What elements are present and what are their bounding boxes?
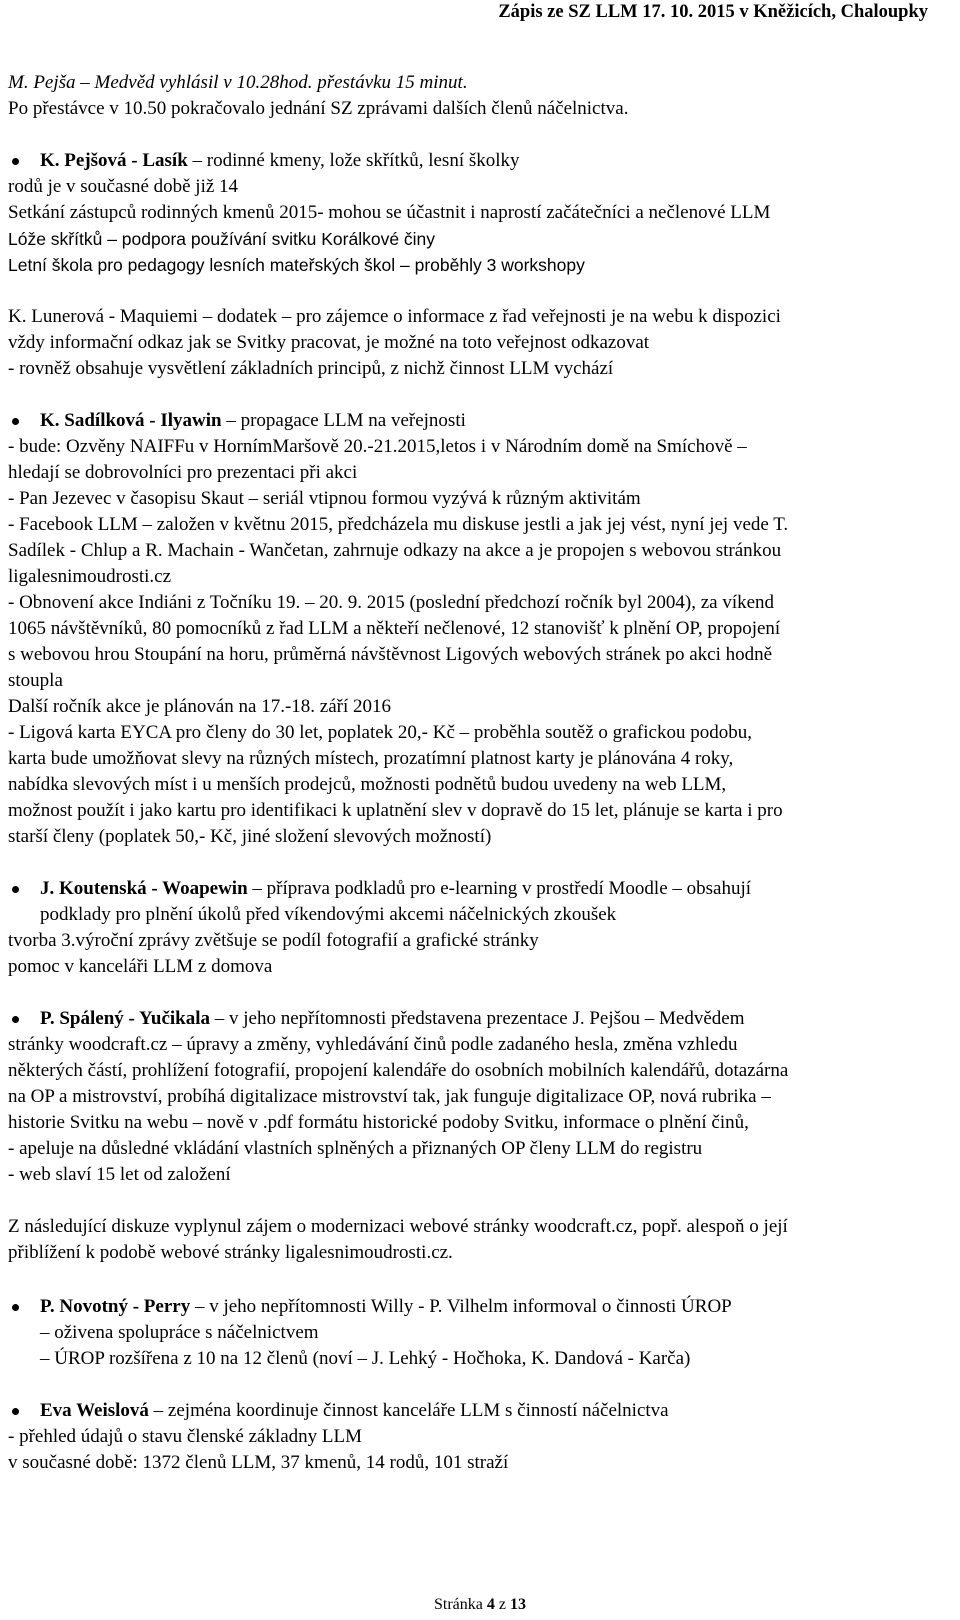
s4-line: stránky woodcraft.cz – úpravy a změny, vyhledávání činů podle zadaného hesla, změna vzhledu: [8, 1034, 738, 1055]
s3-line: tvorba 3.výroční zprávy zvětšuje se podíl fotografií a grafické stránky: [8, 930, 539, 951]
s2-line: ligalesnimoudrosti.cz: [8, 566, 172, 587]
s5-line: – oživena spolupráce s náčelnictvem: [40, 1322, 319, 1343]
s2-line: Další ročník akce je plánován na 17.-18. září 2016: [8, 696, 392, 717]
s3-heading: [40, 876, 751, 902]
s3-name: J. Koutenská - Woapewin: [40, 878, 248, 899]
s3-line: podklady pro plnění úkolů před víkendovými akcemi náčelnických zkoušek: [40, 904, 617, 925]
s5-line: – ÚROP rozšířena z 10 na 12 členů (noví – J. Lehký - Hočhoka, K. Dandová - Karča): [40, 1348, 691, 1369]
s2-line: - Obnovení akce Indiáni z Točníku 19. – 20. 9. 2015 (poslední předchozí ročník byl 2004), za víkend: [8, 592, 775, 613]
s4-note: Z následující diskuze vyplynul zájem o modernizaci webové stránky woodcraft.cz, popř. alespoň o její: [8, 1216, 788, 1237]
page-of: z: [498, 1596, 506, 1613]
s4-line: - web slaví 15 let od založení: [8, 1164, 231, 1185]
s1-line: K. Lunerová - Maquiemi – dodatek – pro zájemce o informace z řad veřejnosti je na webu k dispozici: [8, 306, 781, 327]
s6-line: - přehled údajů o stavu členské základny LLM: [8, 1426, 363, 1447]
s2-topic: – propagace LLM na veřejnosti: [221, 410, 466, 431]
s4-line: na OP a mistrovství, probíhá digitalizace mistrovství tak, jak funguje digitalizace OP, nová rubrika –: [8, 1086, 771, 1107]
page-number: 4: [486, 1596, 495, 1613]
s2-line: karta bude umožňovat slevy na různých místech, prozatímní platnost karty je plánována 4 roky,: [8, 748, 734, 769]
page-total: 13: [509, 1596, 526, 1613]
s6-heading: [40, 1398, 669, 1424]
s2-line: nabídka slevových míst i u menších prodejců, možnosti podnětů budou uvedeny na web LLM,: [8, 774, 727, 795]
s4-line: - apeluje na důsledné vkládání vlastních splněných a přiznaných OP členy LLM do registru: [8, 1138, 703, 1159]
s4-topic: – v jeho nepřítomnosti představena prezentace J. Pejšou – Medvědem: [210, 1008, 745, 1029]
s1-topic: – rodinné kmeny, lože skřítků, lesní školky: [187, 150, 520, 171]
s2-line: - Pan Jezevec v časopisu Skaut – seriál vtipnou formou vyzývá k různým aktivitám: [8, 488, 641, 509]
bullet-icon: [12, 1408, 19, 1415]
s1-line: rodů je v současné době již 14: [8, 176, 239, 197]
s2-line: možnost použít i jako kartu pro identifikaci k uplatnění slev v dopravě do 15 let, plánuje se karta i pro: [8, 800, 783, 821]
intro-line-2: Po přestávce v 10.50 pokračovalo jednání SZ zprávami dalších členů náčelnictva.: [8, 98, 629, 119]
bullet-icon: [12, 1016, 19, 1023]
s6-name: Eva Weislová: [40, 1400, 149, 1421]
s5-topic: – v jeho nepřítomnosti Willy - P. Vilhelm informoval o činnosti ÚROP: [190, 1296, 732, 1317]
s4-line: historie Svitku na webu – nově v .pdf formátu historické podoby Svitku, informace o plnění činů,: [8, 1112, 749, 1133]
s5-name: P. Novotný - Perry: [40, 1296, 191, 1317]
s2-line: - bude: Ozvěny NAIFFu v HornímMaršově 20.-21.2015,letos i v Národním domě na Smíchově –: [8, 436, 747, 457]
s2-line: - Facebook LLM – založen v květnu 2015, předcházela mu diskuse jestli a jak jej vést, nyní jej vede T.: [8, 514, 789, 535]
bullet-icon: [12, 158, 19, 165]
s2-line: - Ligová karta EYCA pro členy do 30 let, poplatek 20,- Kč – proběhla soutěž o grafickou podobu,: [8, 722, 752, 743]
s2-line: s webovou hrou Stoupání na horu, průměrná návštěvnost Ligových webových stránek po akci hodně: [8, 644, 773, 665]
s4-note: přiblížení k podobě webové stránky ligalesnimoudrosti.cz.: [8, 1242, 453, 1263]
s3-line: pomoc v kanceláři LLM z domova: [8, 956, 273, 977]
s2-heading: [40, 408, 466, 434]
s2-name: K. Sadílková - Ilyawin: [40, 410, 222, 431]
s6-topic: – zejména koordinuje činnost kanceláře LLM s činností náčelnictva: [148, 1400, 669, 1421]
s2-line: stoupla: [8, 670, 63, 691]
bullet-icon: [12, 886, 19, 893]
s1-line: Setkání zástupců rodinných kmenů 2015- mohou se účastnit i naprostí začátečníci a nečlenové LLM: [8, 202, 771, 223]
s3-topic: – příprava podkladů pro e-learning v prostředí Moodle – obsahují: [247, 878, 752, 899]
bullet-icon: [12, 1304, 19, 1311]
s2-line: 1065 návštěvníků, 80 pomocníků z řad LLM a někteří nečlenové, 12 stanovišť k plnění OP, propojení: [8, 618, 781, 639]
s4-line: některých částí, prohlížení fotografií, propojení kalendáře do osobních mobilních kalendářů, dotazárna: [8, 1060, 789, 1081]
s5-heading: [40, 1294, 732, 1320]
page-footer: [0, 1596, 960, 1614]
s4-heading: [40, 1006, 745, 1032]
s1-heading: [40, 148, 520, 174]
s2-line: starší členy (poplatek 50,- Kč, jiné složení slevových možností): [8, 826, 492, 847]
s4-name: P. Spálený - Yučikala: [40, 1008, 210, 1029]
s1-line: vždy informační odkaz jak se Svitky pracovat, je možné na toto veřejnost odkazovat: [8, 332, 650, 353]
s1-name: K. Pejšová - Lasík: [40, 150, 188, 171]
intro-line-1: M. Pejša – Medvěd vyhlásil v 10.28hod. přestávku 15 minut.: [8, 72, 468, 93]
s2-line: hledají se dobrovolníci pro prezentaci při akci: [8, 462, 358, 483]
page-label: Stránka: [434, 1596, 483, 1613]
s1-line: Letní škola pro pedagogy lesních mateřských škol – proběhly 3 workshopy: [8, 255, 585, 275]
document-header: Zápis ze SZ LLM 17. 10. 2015 v Kněžicích, Chaloupky: [498, 2, 928, 22]
s1-line: Lóže skřítků – podpora používání svitku Korálkové činy: [8, 229, 436, 249]
s6-line: v současné době: 1372 členů LLM, 37 kmenů, 14 rodů, 101 straží: [8, 1452, 509, 1473]
s2-line: Sadílek - Chlup a R. Machain - Wančetan, zahrnuje odkazy na akce a je propojen s webovou stránkou: [8, 540, 782, 561]
s1-line: - rovněž obsahuje vysvětlení základních principů, z nichž činnost LLM vychází: [8, 358, 614, 379]
bullet-icon: [12, 418, 19, 425]
